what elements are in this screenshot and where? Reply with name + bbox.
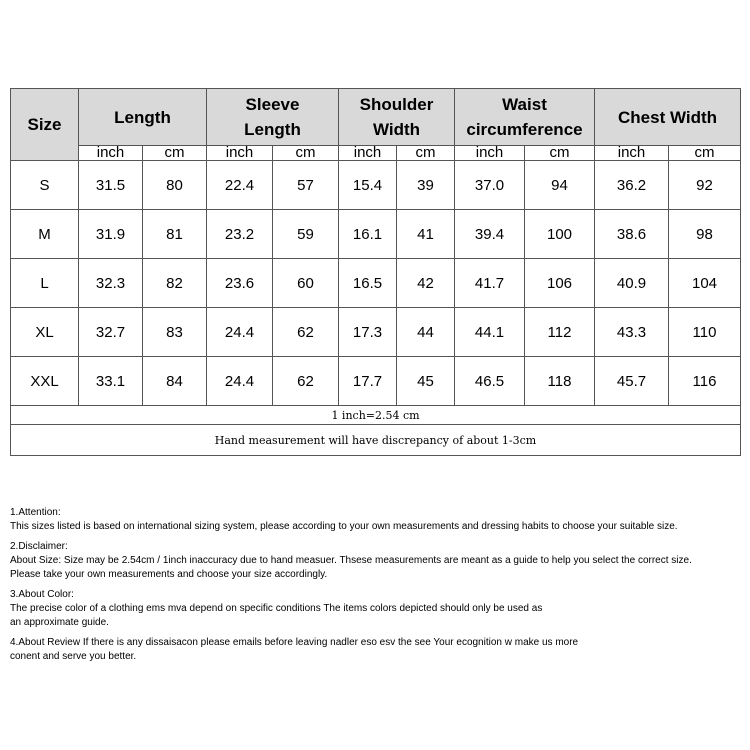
note-title: 1.Attention: (10, 507, 61, 518)
value-cell: 45 (397, 357, 455, 406)
value-cell: 31.9 (79, 210, 143, 259)
value-cell: 41.7 (455, 259, 525, 308)
header-sleeve-length: Sleeve Length (207, 89, 339, 146)
measurement-note: Hand measurement will have discrepancy of about 1-3cm (11, 425, 741, 456)
value-cell: 31.5 (79, 161, 143, 210)
note-color (10, 588, 745, 630)
value-cell: 62 (273, 357, 339, 406)
notes-section (10, 506, 745, 670)
note-line: This sizes listed is based on international sizing system, please according to your own measurements and dressing habits to choose your suitable size. (10, 521, 678, 532)
value-cell: 24.4 (207, 308, 273, 357)
conversion-note: 1 inch=2.54 cm (11, 406, 741, 425)
table-row (11, 357, 741, 406)
value-cell: 43.3 (595, 308, 669, 357)
note-title: 2.Disclaimer: (10, 541, 68, 552)
size-cell: XL (11, 308, 79, 357)
value-cell: 40.9 (595, 259, 669, 308)
value-cell: 15.4 (339, 161, 397, 210)
value-cell: 41 (397, 210, 455, 259)
units-row (11, 146, 741, 161)
value-cell: 23.6 (207, 259, 273, 308)
size-cell: S (11, 161, 79, 210)
value-cell: 44 (397, 308, 455, 357)
unit-cell: cm (525, 146, 595, 161)
value-cell: 81 (143, 210, 207, 259)
value-cell: 118 (525, 357, 595, 406)
table-row (11, 161, 741, 210)
header-size: Size (11, 89, 79, 161)
table-row (11, 259, 741, 308)
note-line: Please take your own measurements and choose your size accordingly. (10, 569, 328, 580)
note-review (10, 636, 745, 664)
header-chest-width: Chest Width (595, 89, 741, 146)
unit-cell: inch (595, 146, 669, 161)
value-cell: 110 (669, 308, 741, 357)
header-waist-circumference: Waist circumference (455, 89, 595, 146)
value-cell: 59 (273, 210, 339, 259)
value-cell: 112 (525, 308, 595, 357)
size-chart-table (10, 88, 741, 456)
note-title: 4.About Review If there is any dissaisacon please emails before leaving nadler eso esv the see Your ecognition w make us more (10, 637, 579, 648)
value-cell: 44.1 (455, 308, 525, 357)
size-cell: M (11, 210, 79, 259)
value-cell: 23.2 (207, 210, 273, 259)
value-cell: 62 (273, 308, 339, 357)
value-cell: 94 (525, 161, 595, 210)
conversion-row (11, 406, 741, 425)
value-cell: 60 (273, 259, 339, 308)
note-line: About Size: Size may be 2.54cm / 1inch inaccuracy due to hand measuer. Thsese measurements are meant as a guide to help you select the correct size. (10, 555, 692, 566)
value-cell: 16.1 (339, 210, 397, 259)
value-cell: 82 (143, 259, 207, 308)
unit-cell: cm (397, 146, 455, 161)
note-line: conent and serve you better. (10, 651, 137, 662)
table-row (11, 308, 741, 357)
unit-cell: cm (143, 146, 207, 161)
note-line: an approximate guide. (10, 617, 109, 628)
value-cell: 80 (143, 161, 207, 210)
value-cell: 39.4 (455, 210, 525, 259)
value-cell: 45.7 (595, 357, 669, 406)
note-line: The precise color of a clothing ems mva depend on specific conditions The items colors depicted should only be used as (10, 603, 543, 614)
value-cell: 42 (397, 259, 455, 308)
note-attention (10, 506, 745, 534)
value-cell: 24.4 (207, 357, 273, 406)
unit-cell: inch (339, 146, 397, 161)
unit-cell: inch (79, 146, 143, 161)
value-cell: 17.3 (339, 308, 397, 357)
value-cell: 37.0 (455, 161, 525, 210)
value-cell: 104 (669, 259, 741, 308)
value-cell: 16.5 (339, 259, 397, 308)
value-cell: 92 (669, 161, 741, 210)
value-cell: 22.4 (207, 161, 273, 210)
unit-cell: cm (669, 146, 741, 161)
value-cell: 38.6 (595, 210, 669, 259)
value-cell: 98 (669, 210, 741, 259)
value-cell: 116 (669, 357, 741, 406)
table-row (11, 210, 741, 259)
header-shoulder-width: Shoulder Width (339, 89, 455, 146)
size-cell: L (11, 259, 79, 308)
value-cell: 106 (525, 259, 595, 308)
value-cell: 17.7 (339, 357, 397, 406)
value-cell: 84 (143, 357, 207, 406)
unit-cell: inch (207, 146, 273, 161)
value-cell: 83 (143, 308, 207, 357)
note-disclaimer (10, 540, 745, 582)
value-cell: 32.7 (79, 308, 143, 357)
note-title: 3.About Color: (10, 589, 74, 600)
value-cell: 39 (397, 161, 455, 210)
header-row (11, 89, 741, 146)
size-cell: XXL (11, 357, 79, 406)
unit-cell: cm (273, 146, 339, 161)
value-cell: 57 (273, 161, 339, 210)
value-cell: 33.1 (79, 357, 143, 406)
value-cell: 46.5 (455, 357, 525, 406)
value-cell: 100 (525, 210, 595, 259)
measurement-row (11, 425, 741, 456)
header-length: Length (79, 89, 207, 146)
unit-cell: inch (455, 146, 525, 161)
value-cell: 36.2 (595, 161, 669, 210)
value-cell: 32.3 (79, 259, 143, 308)
